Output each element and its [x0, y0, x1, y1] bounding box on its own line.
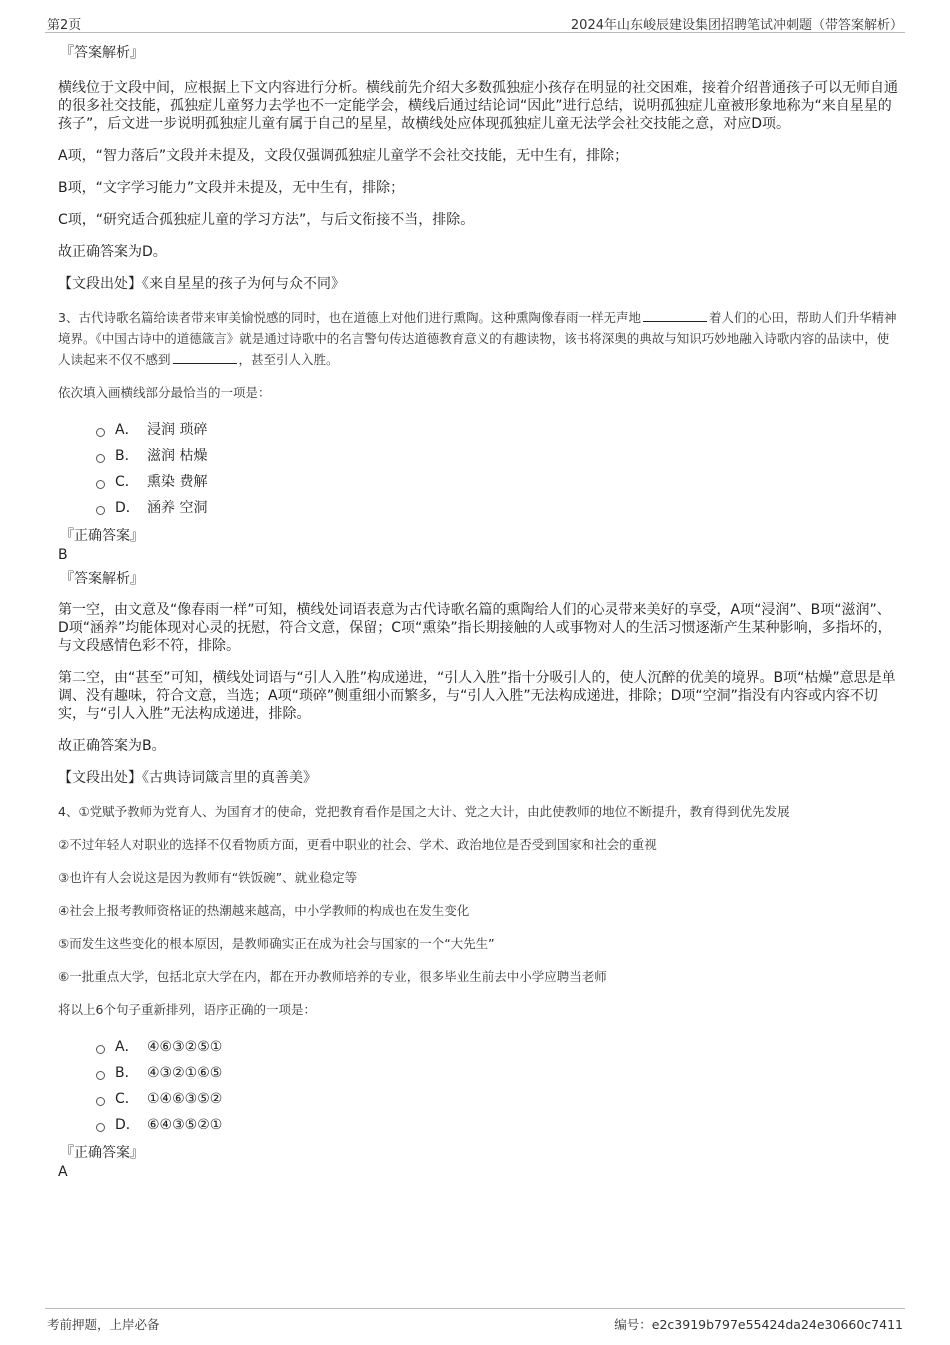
correct-answer: B [58, 547, 68, 563]
page-content [58, 44, 898, 1181]
correct-answer-label: 『正确答案』 [60, 528, 144, 544]
correct-answer-label: 『正确答案』 [60, 1145, 144, 1161]
analysis-option-b: B项，“文字学习能力”文段并未提及，无中生有，排除； [58, 180, 405, 196]
conclusion: 故正确答案为D。 [58, 244, 167, 260]
radio-icon[interactable] [96, 428, 105, 437]
correct-answer: A [58, 1164, 68, 1180]
analysis-option-c: C项，“研究适合孤独症儿童的学习方法”，与后文衔接不当，排除。 [58, 212, 475, 228]
document-code: 编号：e2c3919b797e55424da24e30660c7411 [614, 1317, 903, 1332]
question-stem: 3、古代诗歌名篇给读者带来审美愉悦感的同时，也在道德上对他们进行熏陶。这种熏陶像春雨一样无声地 着人们的心田，帮助人们升华精神境界。《中国古诗中的道德箴言》就是通过诗歌中的名言警句传达道德教育意义的有趣读物，该书将深奥的典故与知识巧妙地融入诗歌内容的品读中，使人读起来不仅不感到 ，甚至引人入胜。 [58, 310, 897, 367]
analysis-paragraph: 横线位于文段中间，应根据上下文内容进行分析。横线前先介绍大多数孤独症小孩存在明显的社交困难，接着介绍普通孩子可以无师自通的很多社交技能，孤独症儿童努力去学也不一定能学会，横线后通过结论词“因此”进行总结，说明孤独症儿童被形象地称为“来自星星的孩子”，后文进一步说明孤独症儿童有属于自己的星星，故横线处应体现孤独症儿童无法学会社交技能之意，对应D项。 [58, 80, 898, 132]
option-list [96, 417, 898, 521]
page-footer [45, 1308, 905, 1333]
radio-icon[interactable] [96, 1071, 105, 1080]
option-c[interactable]: C． 熏染 费解 [96, 469, 898, 495]
radio-icon[interactable] [96, 1045, 105, 1054]
sentence-1: 4、①党赋予教师为党育人、为国育才的使命，党把教育看作是国之大计、党之大计，由此使教师的地位不断提升，教育得到优先发展 [58, 804, 790, 819]
source-citation: 【文段出处】《来自星星的孩子为何与众不同》 [58, 276, 345, 292]
footer-slogan: 考前押题，上岸必备 [47, 1317, 160, 1332]
question-instruction: 将以上6个句子重新排列，语序正确的一项是： [58, 1002, 316, 1017]
blank-line [643, 308, 707, 322]
analysis-paragraph: 第一空，由文意及“像春雨一样”可知，横线处词语表意为古代诗歌名篇的熏陶给人们的心灵带来美好的享受，A项“浸润”、B项“滋润”、D项“涵养”均能体现对心灵的抚慰，符合文意，保留；C项“熏染”指长期接触的人或事物对人的生活习惯逐渐产生某种影响，多指坏的，与文段感情色彩不符，排除。 [58, 602, 892, 654]
page-number: 第2页 [47, 18, 82, 33]
sentence-3: ③也许有人会说这是因为教师有“铁饭碗”、就业稳定等 [58, 870, 358, 885]
option-b[interactable]: B． ④③②①⑥⑤ [96, 1060, 898, 1086]
option-b[interactable]: B． 滋润 枯燥 [96, 443, 898, 469]
sentence-6: ⑥一批重点大学，包括北京大学在内，都在开办教师培养的专业，很多毕业生前去中小学应聘当老师 [58, 969, 607, 984]
radio-icon[interactable] [96, 1123, 105, 1132]
option-d[interactable]: D． ⑥④③⑤②① [96, 1112, 898, 1138]
radio-icon[interactable] [96, 1097, 105, 1106]
answer-analysis-label: 『答案解析』 [60, 45, 144, 61]
page-header [45, 12, 905, 33]
radio-icon[interactable] [96, 506, 105, 515]
radio-icon[interactable] [96, 454, 105, 463]
option-a[interactable]: A． 浸润 琐碎 [96, 417, 898, 443]
conclusion: 故正确答案为B。 [58, 738, 166, 754]
option-c[interactable]: C． ①④⑥③⑤② [96, 1086, 898, 1112]
blank-line [173, 350, 237, 364]
document-title: 2024年山东峻辰建设集团招聘笔试冲刺题（带答案解析） [570, 18, 903, 33]
option-d[interactable]: D． 涵养 空洞 [96, 495, 898, 521]
analysis-paragraph: 第二空，由“甚至”可知，横线处词语与“引人入胜”构成递进，“引人入胜”指十分吸引人的，使人沉醉的优美的境界。B项“枯燥”意思是单调、没有趣味，符合文意，当选；A项“琐碎”侧重细小而繁多，与“引人入胜”无法构成递进，排除；D项“空洞”指没有内容或内容不切实，与“引人入胜”无法构成递进，排除。 [58, 670, 896, 722]
answer-analysis-label: 『答案解析』 [60, 571, 144, 587]
sentence-5: ⑤而发生这些变化的根本原因，是教师确实正在成为社会与国家的一个“大先生” [58, 936, 495, 951]
question-instruction: 依次填入画横线部分最恰当的一项是： [58, 385, 271, 400]
source-citation: 【文段出处】《古典诗词箴言里的真善美》 [58, 770, 317, 786]
sentence-2: ②不过年轻人对职业的选择不仅看物质方面，更看中职业的社会、学术、政治地位是否受到国家和社会的重视 [58, 837, 657, 852]
sentence-4: ④社会上报考教师资格证的热潮越来越高，中小学教师的构成也在发生变化 [58, 903, 470, 918]
radio-icon[interactable] [96, 480, 105, 489]
option-list [96, 1034, 898, 1138]
option-a[interactable]: A． ④⑥③②⑤① [96, 1034, 898, 1060]
analysis-option-a: A项，“智力落后”文段并未提及，文段仅强调孤独症儿童学不会社交技能，无中生有，排除； [58, 148, 629, 164]
